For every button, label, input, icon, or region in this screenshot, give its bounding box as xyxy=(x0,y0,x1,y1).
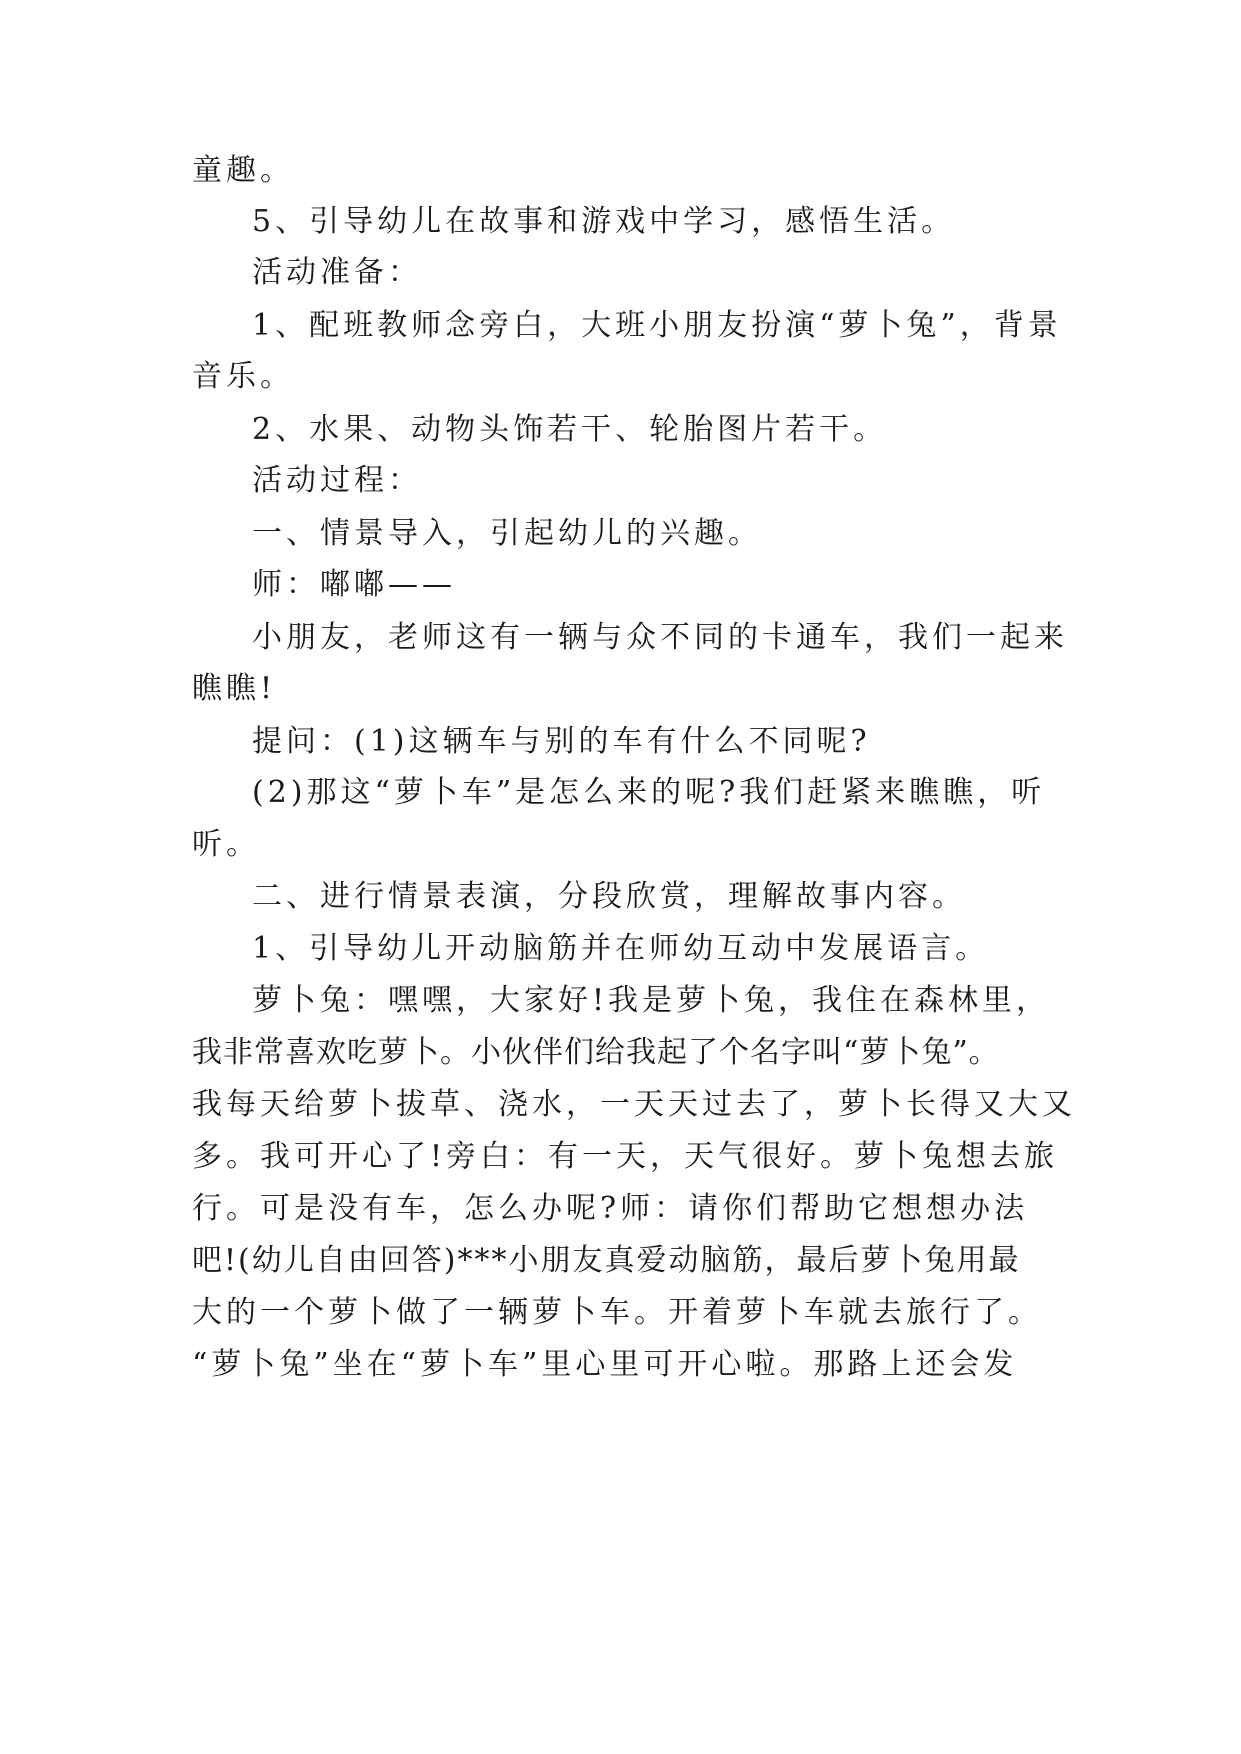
text-line: 瞧瞧! xyxy=(192,671,277,706)
text-line: 音乐。 xyxy=(192,359,294,394)
text-line: 一、情景导入，引起幼儿的兴趣。 xyxy=(252,516,762,551)
text-line: “萝卜兔”坐在“萝卜车”里心里可开心啦。那路上还会发 xyxy=(192,1347,1018,1382)
text-line: 萝卜兔：嘿嘿，大家好!我是萝卜兔，我住在森林里， xyxy=(252,983,1051,1018)
text-line: (2)那这“萝卜车”是怎么来的呢?我们赶紧来瞧瞧，听 xyxy=(252,775,1046,810)
text-line: 二、进行情景表演，分段欣赏，理解故事内容。 xyxy=(252,879,966,914)
text-line: 1、引导幼儿开动脑筋并在师幼互动中发展语言。 xyxy=(252,931,990,966)
text-line: 我每天给萝卜拔草、浇水，一天天过去了，萝卜长得又大又 xyxy=(192,1087,1076,1122)
text-line: 行。可是没有车，怎么办呢?师：请你们帮助它想想办法 xyxy=(192,1191,1029,1226)
text-line: 活动准备： xyxy=(252,255,422,290)
text-line: 师：嘟嘟—— xyxy=(252,567,456,602)
text-line: 听。 xyxy=(192,827,260,862)
text-line: 5、引导幼儿在故事和游戏中学习，感悟生活。 xyxy=(252,204,956,239)
text-line: 吧!(幼儿自由回答)***小朋友真爱动脑筋，最后萝卜兔用最 xyxy=(192,1243,1021,1278)
text-line: 2、水果、动物头饰若干、轮胎图片若干。 xyxy=(252,412,888,447)
text-line: 提问：(1)这辆车与别的车有什么不同呢? xyxy=(252,724,871,759)
text-line: 多。我可开心了!旁白：有一天，天气很好。萝卜兔想去旅 xyxy=(192,1139,1059,1174)
text-line: 童趣。 xyxy=(192,153,294,188)
text-line: 1、配班教师念旁白，大班小朋友扮演“萝卜兔”，背景 xyxy=(252,308,1062,343)
text-line: 活动过程： xyxy=(252,463,422,498)
text-line: 小朋友，老师这有一辆与众不同的卡通车，我们一起来 xyxy=(252,620,1068,655)
text-line: 我非常喜欢吃萝卜。小伙伴们给我起了个名字叫“萝卜兔”。 xyxy=(192,1035,1000,1070)
text-line: 大的一个萝卜做了一辆萝卜车。开着萝卜车就去旅行了。 xyxy=(192,1295,1042,1330)
